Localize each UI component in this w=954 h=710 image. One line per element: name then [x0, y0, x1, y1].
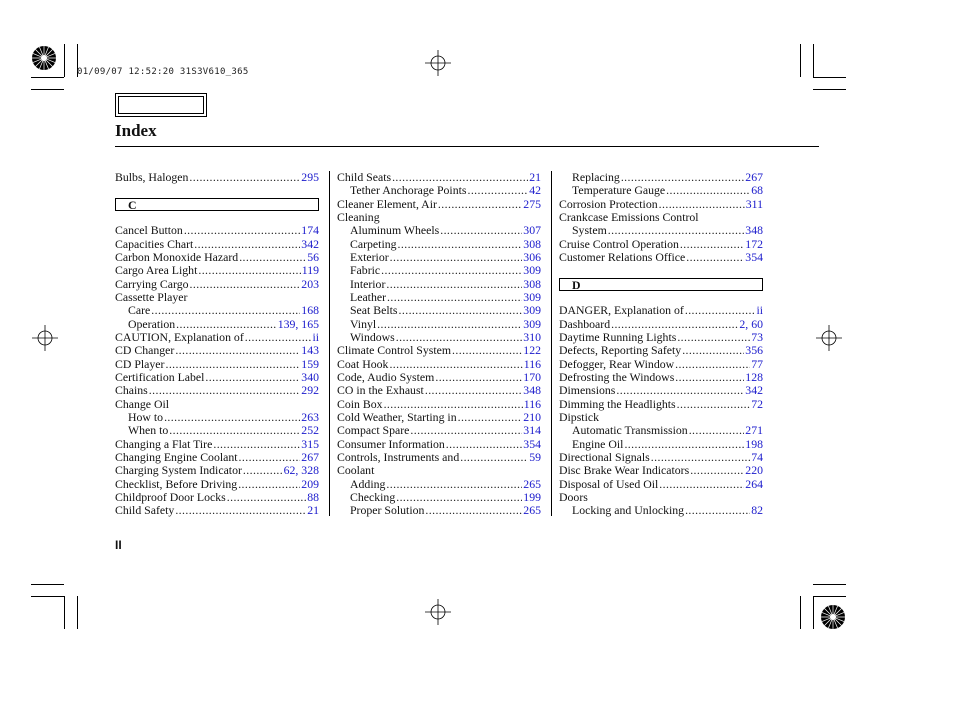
- entry-label: Customer Relations Office: [559, 250, 686, 264]
- index-entry: [559, 411, 763, 424]
- dot-leader: [438, 198, 522, 211]
- page-reference-link[interactable]: 174: [301, 224, 319, 238]
- page-number: II: [115, 538, 122, 552]
- entry-label: Cruise Control Operation: [559, 237, 679, 251]
- index-entry: [115, 291, 319, 304]
- page-reference-link[interactable]: 68: [751, 184, 763, 198]
- registration-target-icon: [425, 599, 451, 625]
- entry-label: Carrying Cargo: [115, 277, 189, 291]
- entry-label: Bulbs, Halogen: [115, 171, 189, 184]
- index-subentry[interactable]: [559, 438, 763, 451]
- column-divider: [329, 171, 330, 516]
- page-reference-link[interactable]: 309: [523, 290, 541, 304]
- dot-leader: [611, 318, 738, 331]
- entry-label: Cassette Player: [115, 290, 188, 304]
- page-reference-link[interactable]: 267: [301, 450, 319, 464]
- entry-label: Disposal of Used Oil: [559, 477, 659, 491]
- dot-leader: [677, 398, 751, 411]
- dot-leader: [245, 331, 312, 344]
- page-reference-link[interactable]: 315: [301, 437, 319, 451]
- entry-label: Dipstick: [559, 410, 599, 424]
- page-reference-link[interactable]: 56: [307, 250, 319, 264]
- entry-label: Operation: [128, 317, 176, 331]
- dot-leader: [175, 504, 306, 517]
- dot-leader: [194, 238, 300, 251]
- page-reference-link[interactable]: 348: [745, 224, 763, 238]
- page-reference-link[interactable]: 308: [523, 237, 541, 251]
- page-reference-link[interactable]: 356: [745, 344, 763, 358]
- dot-leader: [381, 264, 522, 277]
- index-entry[interactable]: [559, 251, 763, 264]
- index-subentry[interactable]: [337, 184, 541, 197]
- print-job-line: 01/09/07 12:52:20 31S3V610_365: [77, 67, 249, 77]
- dot-leader: [460, 451, 528, 464]
- entry-label: Engine Oil: [572, 437, 624, 451]
- index-column-3: [559, 171, 763, 518]
- dot-leader: [227, 491, 306, 504]
- index-entry[interactable]: [337, 171, 541, 184]
- dot-leader: [608, 224, 745, 237]
- index-entry[interactable]: [337, 384, 541, 397]
- title-rule: [115, 146, 819, 147]
- page-reference-link[interactable]: 88: [307, 490, 319, 504]
- entry-label: CAUTION, Explanation of: [115, 330, 244, 344]
- index-subentry[interactable]: [337, 331, 541, 344]
- page-reference-link[interactable]: 199: [523, 490, 541, 504]
- page-reference-link[interactable]: 168: [301, 304, 319, 318]
- page-reference-link[interactable]: 354: [523, 437, 541, 451]
- entry-label: Change Oil: [115, 397, 170, 411]
- index-subentry[interactable]: [337, 504, 541, 517]
- page-reference-link[interactable]: 309: [523, 264, 541, 278]
- entry-label: Child Safety: [115, 504, 175, 518]
- index-entry[interactable]: [337, 424, 541, 437]
- index-subentry[interactable]: [559, 224, 763, 237]
- entry-label: Windows: [350, 330, 395, 344]
- index-column-1: [115, 171, 319, 518]
- entry-label: Dashboard: [559, 317, 611, 331]
- entry-label: DANGER, Explanation of: [559, 304, 684, 318]
- dot-leader: [175, 344, 300, 357]
- page-reference-link[interactable]: ii: [756, 304, 763, 318]
- page-reference-link[interactable]: 21: [307, 504, 319, 518]
- dot-leader: [387, 291, 522, 304]
- page-reference-link[interactable]: 2, 60: [739, 317, 763, 331]
- index-entry[interactable]: [559, 371, 763, 384]
- page-reference-link[interactable]: 292: [301, 384, 319, 398]
- dot-leader: [675, 358, 750, 371]
- page-reference-link[interactable]: 267: [745, 171, 763, 184]
- registration-target-icon: [425, 50, 451, 76]
- page-reference-link[interactable]: 116: [523, 397, 541, 411]
- entry-label: Aluminum Wheels: [350, 224, 440, 238]
- page-title: Index: [115, 121, 157, 140]
- index-entry[interactable]: [337, 344, 541, 357]
- dot-leader: [149, 384, 301, 397]
- dot-leader: [659, 198, 745, 211]
- page-reference-link[interactable]: 295: [301, 171, 319, 184]
- entry-label: Carpeting: [350, 237, 397, 251]
- index-entry[interactable]: [559, 318, 763, 331]
- section-letter-header: C: [115, 198, 319, 211]
- page-reference-link[interactable]: 314: [523, 424, 541, 438]
- entry-label: Cancel Button: [115, 224, 183, 238]
- index-entry[interactable]: [337, 438, 541, 451]
- index-entry[interactable]: [115, 478, 319, 491]
- index-subentry[interactable]: [337, 291, 541, 304]
- dot-leader: [677, 331, 750, 344]
- dot-leader: [169, 424, 300, 437]
- index-subentry[interactable]: [337, 278, 541, 291]
- dot-leader: [425, 504, 522, 517]
- dot-leader: [390, 251, 523, 264]
- index-entry[interactable]: [337, 451, 541, 464]
- index-entry[interactable]: [115, 171, 319, 184]
- dot-leader: [410, 424, 522, 437]
- entry-label: Cleaner Element, Air: [337, 197, 437, 211]
- dot-leader: [238, 478, 300, 491]
- page-reference-link[interactable]: 271: [745, 424, 763, 438]
- page-reference-link[interactable]: 275: [523, 197, 541, 211]
- dot-leader: [425, 384, 522, 397]
- entry-label: Certification Label: [115, 370, 205, 384]
- entry-label: Care: [128, 304, 151, 318]
- index-entry[interactable]: [115, 358, 319, 371]
- entry-label: Replacing: [572, 171, 620, 184]
- entry-label: Interior: [350, 277, 386, 291]
- index-entry[interactable]: [337, 411, 541, 424]
- page-reference-link[interactable]: 342: [745, 384, 763, 398]
- index-entry[interactable]: [559, 451, 763, 464]
- index-entry[interactable]: [115, 278, 319, 291]
- entry-label: Locking and Unlocking: [572, 504, 685, 518]
- entry-label: Chains: [115, 384, 148, 398]
- entry-label: Corrosion Protection: [559, 197, 658, 211]
- entry-label: Fabric: [350, 264, 381, 278]
- index-subentry[interactable]: [559, 184, 763, 197]
- page-reference-link[interactable]: 220: [745, 464, 763, 478]
- index-entry[interactable]: [115, 384, 319, 397]
- index-subentry[interactable]: [115, 424, 319, 437]
- dot-leader: [386, 478, 522, 491]
- dot-leader: [384, 398, 523, 411]
- page-reference-link[interactable]: 203: [301, 277, 319, 291]
- entry-label: Temperature Gauge: [572, 184, 666, 198]
- entry-label: Charging System Indicator: [115, 464, 242, 478]
- page-reference-link[interactable]: 143: [301, 344, 319, 358]
- index-subentry[interactable]: [337, 304, 541, 317]
- page-reference-link[interactable]: 42: [529, 184, 541, 198]
- entry-label: Cleaning: [337, 210, 380, 224]
- page-reference-link[interactable]: ii: [312, 330, 319, 344]
- dot-leader: [446, 438, 523, 451]
- dot-leader: [621, 171, 744, 184]
- index-subentry[interactable]: [115, 411, 319, 424]
- index-entry[interactable]: [559, 331, 763, 344]
- entry-label: Compact Spare: [337, 424, 410, 438]
- dot-leader: [151, 304, 300, 317]
- index-entry[interactable]: [115, 251, 319, 264]
- index-subentry[interactable]: [559, 424, 763, 437]
- page-reference-link[interactable]: 264: [745, 477, 763, 491]
- page-reference-link[interactable]: 170: [523, 370, 541, 384]
- page-reference-link[interactable]: 354: [745, 250, 763, 264]
- index-entry[interactable]: [337, 398, 541, 411]
- index-tab-box: [115, 93, 207, 117]
- dot-leader: [440, 224, 522, 237]
- entry-label: Changing Engine Coolant: [115, 450, 238, 464]
- entry-label: Checklist, Before Driving: [115, 477, 238, 491]
- page-reference-link[interactable]: 209: [301, 477, 319, 491]
- page-reference-link[interactable]: 307: [523, 224, 541, 238]
- dot-leader: [666, 184, 750, 197]
- dot-leader: [190, 278, 301, 291]
- index-subentry[interactable]: [337, 491, 541, 504]
- page-reference-link[interactable]: 73: [751, 330, 763, 344]
- index-subentry[interactable]: [337, 238, 541, 251]
- entry-label: Daytime Running Lights: [559, 330, 677, 344]
- dot-leader: [685, 504, 750, 517]
- dot-leader: [377, 318, 522, 331]
- page-reference-link[interactable]: 21: [529, 171, 541, 184]
- entry-label: CD Changer: [115, 344, 175, 358]
- entry-label: Code, Audio System: [337, 370, 435, 384]
- section-spacer: [115, 184, 319, 197]
- entry-label: Defrosting the Windows: [559, 370, 675, 384]
- registration-target-icon: [816, 325, 842, 351]
- page-reference-link[interactable]: 74: [751, 450, 763, 464]
- index-entry[interactable]: [115, 438, 319, 451]
- dot-leader: [616, 384, 744, 397]
- dot-leader: [198, 264, 300, 277]
- dot-leader: [392, 171, 528, 184]
- dot-leader: [389, 358, 522, 371]
- entry-label: Defogger, Rear Window: [559, 357, 675, 371]
- entry-label: Coolant: [337, 464, 375, 478]
- index-entry[interactable]: [115, 464, 319, 477]
- dot-leader: [651, 451, 750, 464]
- entry-label: Adding: [350, 477, 386, 491]
- dot-leader: [243, 464, 283, 477]
- entry-label: Disc Brake Wear Indicators: [559, 464, 690, 478]
- dot-leader: [435, 371, 522, 384]
- entry-label: Checking: [350, 490, 396, 504]
- index-entry[interactable]: [559, 478, 763, 491]
- index-entry[interactable]: [559, 198, 763, 211]
- dot-leader: [398, 238, 523, 251]
- dot-leader: [189, 171, 300, 184]
- section-spacer: [115, 211, 319, 224]
- index-entry[interactable]: [115, 371, 319, 384]
- index-column-2: [337, 171, 541, 518]
- index-entry[interactable]: [559, 384, 763, 397]
- index-entry[interactable]: [337, 371, 541, 384]
- entry-label: Dimensions: [559, 384, 616, 398]
- page-reference-link[interactable]: 252: [301, 424, 319, 438]
- entry-label: Child Seats: [337, 171, 392, 184]
- dot-leader: [176, 318, 277, 331]
- page-reference-link[interactable]: 265: [523, 477, 541, 491]
- dot-leader: [467, 184, 528, 197]
- index-entry[interactable]: [559, 344, 763, 357]
- dot-leader: [686, 251, 744, 264]
- page-reference-link[interactable]: 122: [523, 344, 541, 358]
- index-subentry[interactable]: [337, 264, 541, 277]
- entry-label: Consumer Information: [337, 437, 445, 451]
- index-entry[interactable]: [559, 304, 763, 317]
- entry-label: Proper Solution: [350, 504, 425, 518]
- index-entry: [559, 491, 763, 504]
- page-reference-link[interactable]: 59: [529, 450, 541, 464]
- page-reference-link[interactable]: 210: [523, 410, 541, 424]
- entry-label: Defects, Reporting Safety: [559, 344, 682, 358]
- page-reference-link[interactable]: 119: [301, 264, 319, 278]
- page-reference-link[interactable]: 139, 165: [277, 317, 319, 331]
- dot-leader: [452, 344, 522, 357]
- dot-leader: [239, 451, 301, 464]
- entry-label: Leather: [350, 290, 387, 304]
- index-subentry[interactable]: [559, 504, 763, 517]
- entry-label: CO in the Exhaust: [337, 384, 424, 398]
- dot-leader: [184, 224, 300, 237]
- dot-leader: [689, 424, 745, 437]
- dot-leader: [396, 491, 522, 504]
- index-entry[interactable]: [115, 491, 319, 504]
- page-reference-link[interactable]: 306: [523, 250, 541, 264]
- dot-leader: [458, 411, 523, 424]
- entry-label: Changing a Flat Tire: [115, 437, 213, 451]
- index-entry[interactable]: [115, 264, 319, 277]
- index-entry[interactable]: [559, 358, 763, 371]
- dot-leader: [164, 411, 300, 424]
- dot-leader: [690, 464, 744, 477]
- index-subentry[interactable]: [337, 224, 541, 237]
- page-reference-link[interactable]: 62, 328: [283, 464, 319, 478]
- dot-leader: [685, 304, 756, 317]
- page-reference-link[interactable]: 310: [523, 330, 541, 344]
- page-reference-link[interactable]: 340: [301, 370, 319, 384]
- index-entry[interactable]: [115, 238, 319, 251]
- dot-leader: [680, 238, 744, 251]
- entry-label: Carbon Monoxide Hazard: [115, 250, 239, 264]
- starburst-registration-icon: [820, 604, 846, 630]
- index-entry[interactable]: [115, 344, 319, 357]
- column-divider: [551, 171, 552, 516]
- entry-label: When to: [128, 424, 169, 438]
- entry-label: CD Player: [115, 357, 165, 371]
- page-reference-link[interactable]: 311: [745, 197, 763, 211]
- entry-label: Cold Weather, Starting in: [337, 410, 457, 424]
- index-entry[interactable]: [337, 358, 541, 371]
- dot-leader: [675, 371, 744, 384]
- page-reference-link[interactable]: 342: [301, 237, 319, 251]
- index-entry[interactable]: [115, 451, 319, 464]
- index-entry[interactable]: [115, 224, 319, 237]
- index-subentry[interactable]: [337, 318, 541, 331]
- page-reference-link[interactable]: 348: [523, 384, 541, 398]
- entry-label: Controls, Instruments and: [337, 450, 460, 464]
- dot-leader: [396, 331, 523, 344]
- index-entry[interactable]: [559, 464, 763, 477]
- section-spacer: [559, 264, 763, 277]
- starburst-registration-icon: [31, 45, 57, 71]
- section-spacer: [559, 291, 763, 304]
- dot-leader: [205, 371, 300, 384]
- entry-label: Doors: [559, 490, 588, 504]
- index-entry[interactable]: [559, 238, 763, 251]
- page-reference-link[interactable]: 309: [523, 304, 541, 318]
- dot-leader: [624, 438, 744, 451]
- index-entry[interactable]: [337, 198, 541, 211]
- index-subentry[interactable]: [115, 304, 319, 317]
- entry-label: Capacities Chart: [115, 237, 194, 251]
- index-entry: [337, 464, 541, 477]
- page-reference-link[interactable]: 82: [751, 504, 763, 518]
- index-entry: [115, 398, 319, 411]
- index-subentry[interactable]: [337, 478, 541, 491]
- entry-label: Dimming the Headlights: [559, 397, 676, 411]
- index-entry[interactable]: [115, 504, 319, 517]
- dot-leader: [386, 278, 522, 291]
- page-reference-link[interactable]: 172: [745, 237, 763, 251]
- index-entry[interactable]: [115, 331, 319, 344]
- page-reference-link[interactable]: 309: [523, 317, 541, 331]
- page-reference-link[interactable]: 308: [523, 277, 541, 291]
- entry-label: System: [572, 224, 607, 238]
- entry-label: Crankcase Emissions Control: [559, 210, 699, 224]
- section-letter-header: D: [559, 278, 763, 291]
- entry-label: Coat Hook: [337, 357, 389, 371]
- entry-label: Exterior: [350, 250, 389, 264]
- registration-target-icon: [32, 325, 58, 351]
- dot-leader: [213, 438, 300, 451]
- entry-label: Directional Signals: [559, 450, 650, 464]
- entry-label: Cargo Area Light: [115, 264, 198, 278]
- dot-leader: [399, 304, 523, 317]
- entry-label: Childproof Door Locks: [115, 490, 226, 504]
- index-entry[interactable]: [559, 398, 763, 411]
- page-reference-link[interactable]: 265: [523, 504, 541, 518]
- page-reference-link[interactable]: 198: [745, 437, 763, 451]
- entry-label: Climate Control System: [337, 344, 452, 358]
- index-subentry[interactable]: [115, 318, 319, 331]
- entry-label: Automatic Transmission: [572, 424, 688, 438]
- entry-label: How to: [128, 410, 164, 424]
- entry-label: Vinyl: [350, 317, 377, 331]
- page-reference-link[interactable]: 263: [301, 410, 319, 424]
- dot-leader: [165, 358, 300, 371]
- entry-label: Seat Belts: [350, 304, 398, 318]
- dot-leader: [682, 344, 744, 357]
- page-reference-link[interactable]: 159: [301, 357, 319, 371]
- dot-leader: [659, 478, 744, 491]
- index-subentry[interactable]: [337, 251, 541, 264]
- index-entry: [559, 211, 763, 224]
- dot-leader: [239, 251, 306, 264]
- page-reference-link[interactable]: 116: [523, 357, 541, 371]
- index-entry: [337, 211, 541, 224]
- page-reference-link[interactable]: 77: [751, 357, 763, 371]
- entry-label: Tether Anchorage Points: [350, 184, 467, 198]
- entry-label: Coin Box: [337, 397, 383, 411]
- page-reference-link[interactable]: 128: [745, 370, 763, 384]
- page-reference-link[interactable]: 72: [751, 397, 763, 411]
- index-subentry[interactable]: [559, 171, 763, 184]
